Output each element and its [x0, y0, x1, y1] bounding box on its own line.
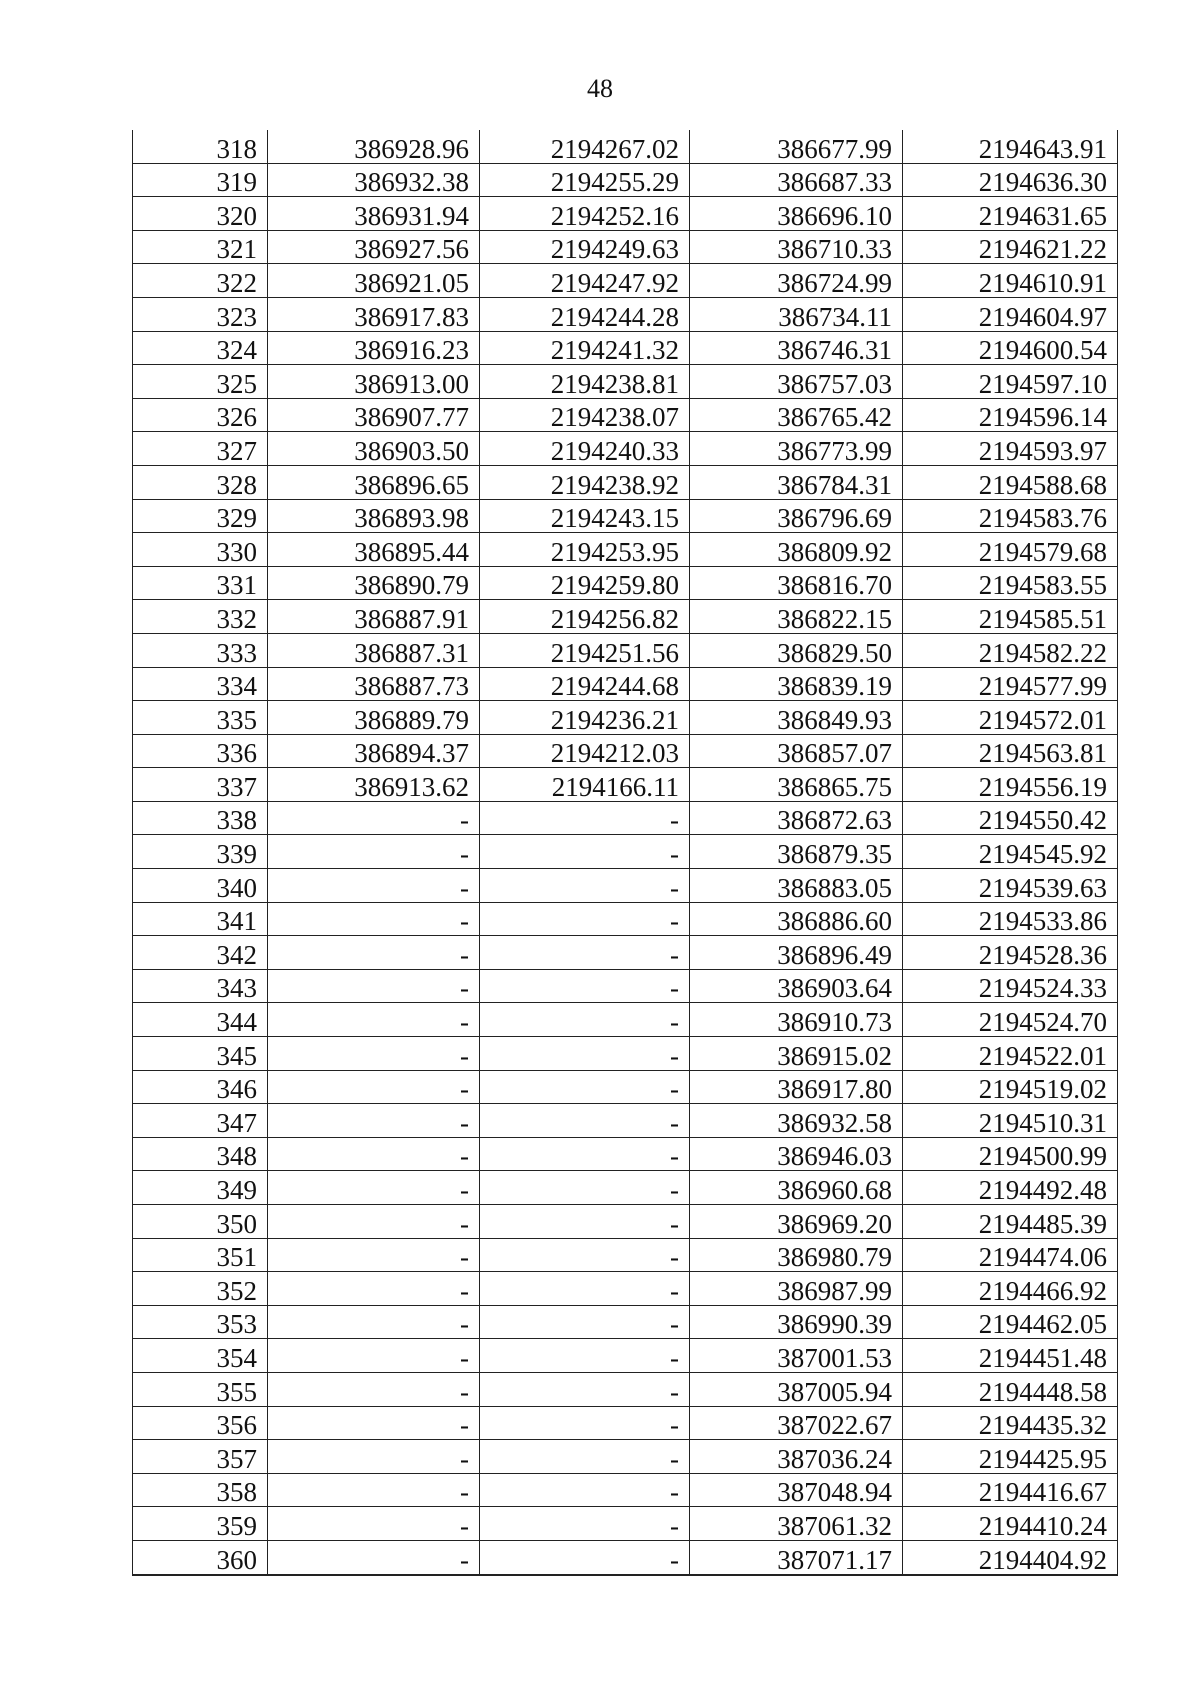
coord-a-x-cell: -: [268, 1406, 480, 1440]
table-row: [133, 264, 1118, 298]
coord-b-x-cell: 386822.15: [690, 600, 903, 634]
coord-b-y-cell: 2194524.70: [903, 1003, 1118, 1037]
table-row: [133, 1238, 1118, 1272]
table-row: [133, 1339, 1118, 1373]
coord-b-x-cell: 386865.75: [690, 768, 903, 802]
coord-b-x-cell: 387001.53: [690, 1339, 903, 1373]
table-row: [133, 1440, 1118, 1474]
coord-b-x-cell: 386915.02: [690, 1037, 903, 1071]
coord-b-x-cell: 386696.10: [690, 197, 903, 231]
coord-b-x-cell: 386809.92: [690, 533, 903, 567]
point-number-cell: 350: [133, 1205, 268, 1239]
coord-b-y-cell: 2194572.01: [903, 701, 1118, 735]
point-number-cell: 351: [133, 1238, 268, 1272]
coord-b-y-cell: 2194416.67: [903, 1473, 1118, 1507]
point-number-cell: 355: [133, 1372, 268, 1406]
coord-b-x-cell: 386687.33: [690, 163, 903, 197]
table-row: [133, 499, 1118, 533]
coord-a-y-cell: -: [480, 1205, 690, 1239]
coord-b-y-cell: 2194563.81: [903, 734, 1118, 768]
coord-a-y-cell: -: [480, 1037, 690, 1071]
table-row: [133, 1507, 1118, 1541]
coord-a-x-cell: 386932.38: [268, 163, 480, 197]
coord-b-y-cell: 2194528.36: [903, 936, 1118, 970]
coord-b-x-cell: 387071.17: [690, 1540, 903, 1574]
coord-b-y-cell: 2194404.92: [903, 1540, 1118, 1574]
coord-b-x-cell: 386746.31: [690, 331, 903, 365]
coord-b-y-cell: 2194588.68: [903, 465, 1118, 499]
coord-a-y-cell: 2194243.15: [480, 499, 690, 533]
table-row: [133, 331, 1118, 365]
table-row: [133, 533, 1118, 567]
coord-a-x-cell: -: [268, 1339, 480, 1373]
table-row: [133, 633, 1118, 667]
coord-a-x-cell: -: [268, 1137, 480, 1171]
table-row: [133, 768, 1118, 802]
table-row: [133, 163, 1118, 197]
coord-a-x-cell: 386889.79: [268, 701, 480, 735]
point-number-cell: 342: [133, 936, 268, 970]
point-number-cell: 335: [133, 701, 268, 735]
coord-b-x-cell: 386987.99: [690, 1272, 903, 1306]
coord-a-x-cell: 386931.94: [268, 197, 480, 231]
table-row: [133, 1305, 1118, 1339]
coord-b-x-cell: 386773.99: [690, 432, 903, 466]
coord-b-y-cell: 2194448.58: [903, 1372, 1118, 1406]
point-number-cell: 332: [133, 600, 268, 634]
coord-b-y-cell: 2194435.32: [903, 1406, 1118, 1440]
table-row: [133, 465, 1118, 499]
coord-b-y-cell: 2194485.39: [903, 1205, 1118, 1239]
coord-a-x-cell: 386893.98: [268, 499, 480, 533]
point-number-cell: 343: [133, 969, 268, 1003]
coord-b-y-cell: 2194533.86: [903, 902, 1118, 936]
coord-a-x-cell: 386890.79: [268, 566, 480, 600]
coord-a-y-cell: 2194244.28: [480, 297, 690, 331]
coord-a-x-cell: -: [268, 1238, 480, 1272]
point-number-cell: 349: [133, 1171, 268, 1205]
coord-b-y-cell: 2194451.48: [903, 1339, 1118, 1373]
coord-b-x-cell: 386886.60: [690, 902, 903, 936]
coord-b-y-cell: 2194583.76: [903, 499, 1118, 533]
coord-a-y-cell: -: [480, 936, 690, 970]
table-row: [133, 1473, 1118, 1507]
point-number-cell: 326: [133, 398, 268, 432]
coord-a-y-cell: -: [480, 801, 690, 835]
point-number-cell: 321: [133, 230, 268, 264]
coord-a-y-cell: -: [480, 869, 690, 903]
coord-a-y-cell: -: [480, 1305, 690, 1339]
coord-a-x-cell: 386895.44: [268, 533, 480, 567]
coord-a-x-cell: 386887.73: [268, 667, 480, 701]
coord-a-x-cell: -: [268, 1507, 480, 1541]
coord-a-y-cell: -: [480, 1540, 690, 1574]
coord-b-x-cell: 386932.58: [690, 1104, 903, 1138]
coord-b-x-cell: 386677.99: [690, 130, 903, 163]
coord-a-y-cell: -: [480, 835, 690, 869]
coord-b-y-cell: 2194510.31: [903, 1104, 1118, 1138]
point-number-cell: 340: [133, 869, 268, 903]
table-row: [133, 197, 1118, 231]
point-number-cell: 318: [133, 130, 268, 163]
coord-a-y-cell: 2194244.68: [480, 667, 690, 701]
coord-a-y-cell: -: [480, 1339, 690, 1373]
coord-a-y-cell: 2194212.03: [480, 734, 690, 768]
coord-b-x-cell: 386879.35: [690, 835, 903, 869]
coord-b-y-cell: 2194545.92: [903, 835, 1118, 869]
table-row: [133, 734, 1118, 768]
coord-b-y-cell: 2194631.65: [903, 197, 1118, 231]
coord-b-y-cell: 2194474.06: [903, 1238, 1118, 1272]
table-row: [133, 969, 1118, 1003]
coord-b-y-cell: 2194522.01: [903, 1037, 1118, 1071]
table-row: [133, 432, 1118, 466]
coord-b-x-cell: 386734.11: [690, 297, 903, 331]
table-row: [133, 230, 1118, 264]
coord-a-x-cell: 386928.96: [268, 130, 480, 163]
coord-a-x-cell: -: [268, 936, 480, 970]
coord-a-y-cell: -: [480, 1440, 690, 1474]
coord-b-y-cell: 2194462.05: [903, 1305, 1118, 1339]
coord-b-x-cell: 386796.69: [690, 499, 903, 533]
coord-b-x-cell: 386757.03: [690, 365, 903, 399]
coord-a-y-cell: -: [480, 1171, 690, 1205]
coord-b-x-cell: 386839.19: [690, 667, 903, 701]
coord-b-x-cell: 386910.73: [690, 1003, 903, 1037]
coord-a-y-cell: -: [480, 1507, 690, 1541]
point-number-cell: 319: [133, 163, 268, 197]
coord-a-x-cell: 386921.05: [268, 264, 480, 298]
coord-a-y-cell: -: [480, 1406, 690, 1440]
coord-a-y-cell: -: [480, 1070, 690, 1104]
coord-b-y-cell: 2194550.42: [903, 801, 1118, 835]
table-row: [133, 902, 1118, 936]
point-number-cell: 356: [133, 1406, 268, 1440]
coord-b-y-cell: 2194593.97: [903, 432, 1118, 466]
point-number-cell: 337: [133, 768, 268, 802]
point-number-cell: 334: [133, 667, 268, 701]
coord-b-y-cell: 2194582.22: [903, 633, 1118, 667]
coord-b-x-cell: 386857.07: [690, 734, 903, 768]
coord-b-y-cell: 2194519.02: [903, 1070, 1118, 1104]
table-row: [133, 1104, 1118, 1138]
coord-a-y-cell: 2194238.07: [480, 398, 690, 432]
table-row: [133, 130, 1118, 163]
point-number-cell: 345: [133, 1037, 268, 1071]
coord-b-x-cell: 387061.32: [690, 1507, 903, 1541]
point-number-cell: 358: [133, 1473, 268, 1507]
coord-a-y-cell: 2194247.92: [480, 264, 690, 298]
point-number-cell: 341: [133, 902, 268, 936]
coord-b-x-cell: 386903.64: [690, 969, 903, 1003]
point-number-cell: 320: [133, 197, 268, 231]
coord-b-x-cell: 387022.67: [690, 1406, 903, 1440]
point-number-cell: 323: [133, 297, 268, 331]
coord-a-x-cell: -: [268, 801, 480, 835]
coord-b-x-cell: 386816.70: [690, 566, 903, 600]
table-row: [133, 1406, 1118, 1440]
coord-a-x-cell: 386913.00: [268, 365, 480, 399]
coord-a-y-cell: -: [480, 1104, 690, 1138]
coord-a-y-cell: -: [480, 1137, 690, 1171]
coord-b-x-cell: 387005.94: [690, 1372, 903, 1406]
coord-b-x-cell: 386883.05: [690, 869, 903, 903]
coord-a-y-cell: 2194253.95: [480, 533, 690, 567]
point-number-cell: 359: [133, 1507, 268, 1541]
point-number-cell: 347: [133, 1104, 268, 1138]
point-number-cell: 324: [133, 331, 268, 365]
coord-b-x-cell: 386724.99: [690, 264, 903, 298]
point-number-cell: 348: [133, 1137, 268, 1171]
coord-b-y-cell: 2194577.99: [903, 667, 1118, 701]
point-number-cell: 352: [133, 1272, 268, 1306]
coord-a-x-cell: -: [268, 1205, 480, 1239]
coord-b-x-cell: 387048.94: [690, 1473, 903, 1507]
table-row: [133, 869, 1118, 903]
coord-a-x-cell: -: [268, 869, 480, 903]
table-row: [133, 667, 1118, 701]
coord-b-y-cell: 2194583.55: [903, 566, 1118, 600]
coord-b-x-cell: 386710.33: [690, 230, 903, 264]
coordinates-table: [132, 130, 1118, 1576]
coord-a-y-cell: -: [480, 1372, 690, 1406]
coord-b-y-cell: 2194556.19: [903, 768, 1118, 802]
coord-b-y-cell: 2194621.22: [903, 230, 1118, 264]
table-row: [133, 1137, 1118, 1171]
coord-b-y-cell: 2194643.91: [903, 130, 1118, 163]
coord-a-y-cell: 2194241.32: [480, 331, 690, 365]
coord-a-x-cell: 386903.50: [268, 432, 480, 466]
coord-b-y-cell: 2194410.24: [903, 1507, 1118, 1541]
coord-b-y-cell: 2194524.33: [903, 969, 1118, 1003]
point-number-cell: 322: [133, 264, 268, 298]
coord-a-y-cell: 2194238.92: [480, 465, 690, 499]
coord-b-x-cell: 386896.49: [690, 936, 903, 970]
coord-a-y-cell: 2194240.33: [480, 432, 690, 466]
coord-a-x-cell: -: [268, 1473, 480, 1507]
coord-a-y-cell: -: [480, 902, 690, 936]
coord-a-y-cell: 2194252.16: [480, 197, 690, 231]
point-number-cell: 346: [133, 1070, 268, 1104]
coord-b-y-cell: 2194600.54: [903, 331, 1118, 365]
coord-a-x-cell: 386913.62: [268, 768, 480, 802]
coord-a-y-cell: -: [480, 1003, 690, 1037]
coord-b-y-cell: 2194604.97: [903, 297, 1118, 331]
point-number-cell: 327: [133, 432, 268, 466]
coord-a-x-cell: -: [268, 1305, 480, 1339]
table-row: [133, 1171, 1118, 1205]
coord-a-y-cell: 2194267.02: [480, 130, 690, 163]
coord-b-x-cell: 386784.31: [690, 465, 903, 499]
table-row: [133, 1070, 1118, 1104]
coord-b-y-cell: 2194579.68: [903, 533, 1118, 567]
point-number-cell: 331: [133, 566, 268, 600]
coord-b-y-cell: 2194539.63: [903, 869, 1118, 903]
coord-b-x-cell: 386946.03: [690, 1137, 903, 1171]
table-row: [133, 835, 1118, 869]
coord-a-y-cell: 2194249.63: [480, 230, 690, 264]
coord-a-x-cell: -: [268, 902, 480, 936]
table-row: [133, 566, 1118, 600]
table-row: [133, 297, 1118, 331]
table-row: [133, 1372, 1118, 1406]
coord-a-y-cell: -: [480, 969, 690, 1003]
coord-b-y-cell: 2194466.92: [903, 1272, 1118, 1306]
coord-b-x-cell: 386990.39: [690, 1305, 903, 1339]
coord-a-x-cell: 386887.31: [268, 633, 480, 667]
coord-a-x-cell: -: [268, 1171, 480, 1205]
table-row: [133, 701, 1118, 735]
point-number-cell: 330: [133, 533, 268, 567]
coord-a-y-cell: 2194238.81: [480, 365, 690, 399]
coord-b-y-cell: 2194596.14: [903, 398, 1118, 432]
table-row: [133, 1272, 1118, 1306]
coord-b-x-cell: 386829.50: [690, 633, 903, 667]
table-row: [133, 398, 1118, 432]
coord-a-x-cell: -: [268, 1540, 480, 1574]
coord-a-y-cell: 2194236.21: [480, 701, 690, 735]
coord-a-x-cell: 386916.23: [268, 331, 480, 365]
coord-b-x-cell: 386960.68: [690, 1171, 903, 1205]
coord-a-x-cell: -: [268, 969, 480, 1003]
table-row: [133, 801, 1118, 835]
coord-a-x-cell: -: [268, 1003, 480, 1037]
coord-b-x-cell: 386917.80: [690, 1070, 903, 1104]
coord-b-y-cell: 2194585.51: [903, 600, 1118, 634]
point-number-cell: 329: [133, 499, 268, 533]
coord-b-x-cell: 386872.63: [690, 801, 903, 835]
coord-a-y-cell: -: [480, 1272, 690, 1306]
coord-a-x-cell: -: [268, 1104, 480, 1138]
coord-a-x-cell: 386894.37: [268, 734, 480, 768]
coord-b-y-cell: 2194610.91: [903, 264, 1118, 298]
coord-a-x-cell: 386927.56: [268, 230, 480, 264]
coord-a-x-cell: -: [268, 1372, 480, 1406]
table-row: [133, 1037, 1118, 1071]
coord-a-y-cell: -: [480, 1238, 690, 1272]
table-body: [133, 130, 1118, 1575]
table-row: [133, 1540, 1118, 1574]
coord-a-x-cell: -: [268, 1440, 480, 1474]
coord-a-y-cell: 2194259.80: [480, 566, 690, 600]
coord-b-x-cell: 387036.24: [690, 1440, 903, 1474]
coord-a-x-cell: -: [268, 835, 480, 869]
coord-a-y-cell: 2194166.11: [480, 768, 690, 802]
point-number-cell: 354: [133, 1339, 268, 1373]
coord-a-x-cell: -: [268, 1037, 480, 1071]
coord-a-x-cell: 386917.83: [268, 297, 480, 331]
coord-b-x-cell: 386969.20: [690, 1205, 903, 1239]
coord-a-x-cell: 386896.65: [268, 465, 480, 499]
coord-a-x-cell: -: [268, 1272, 480, 1306]
table-row: [133, 600, 1118, 634]
table-row: [133, 365, 1118, 399]
coord-b-y-cell: 2194500.99: [903, 1137, 1118, 1171]
coord-a-x-cell: 386887.91: [268, 600, 480, 634]
coord-b-x-cell: 386980.79: [690, 1238, 903, 1272]
coord-b-y-cell: 2194597.10: [903, 365, 1118, 399]
point-number-cell: 325: [133, 365, 268, 399]
point-number-cell: 360: [133, 1540, 268, 1574]
point-number-cell: 336: [133, 734, 268, 768]
table-row: [133, 1205, 1118, 1239]
point-number-cell: 328: [133, 465, 268, 499]
point-number-cell: 338: [133, 801, 268, 835]
point-number-cell: 333: [133, 633, 268, 667]
point-number-cell: 353: [133, 1305, 268, 1339]
coord-a-y-cell: 2194256.82: [480, 600, 690, 634]
table-row: [133, 936, 1118, 970]
coord-b-y-cell: 2194636.30: [903, 163, 1118, 197]
coord-a-y-cell: -: [480, 1473, 690, 1507]
point-number-cell: 339: [133, 835, 268, 869]
table-row: [133, 1003, 1118, 1037]
coord-a-y-cell: 2194255.29: [480, 163, 690, 197]
coord-b-y-cell: 2194492.48: [903, 1171, 1118, 1205]
coord-b-x-cell: 386765.42: [690, 398, 903, 432]
point-number-cell: 344: [133, 1003, 268, 1037]
coord-a-x-cell: -: [268, 1070, 480, 1104]
coord-a-x-cell: 386907.77: [268, 398, 480, 432]
coord-b-x-cell: 386849.93: [690, 701, 903, 735]
page-number: 48: [587, 74, 613, 103]
point-number-cell: 357: [133, 1440, 268, 1474]
coord-b-y-cell: 2194425.95: [903, 1440, 1118, 1474]
coord-a-y-cell: 2194251.56: [480, 633, 690, 667]
